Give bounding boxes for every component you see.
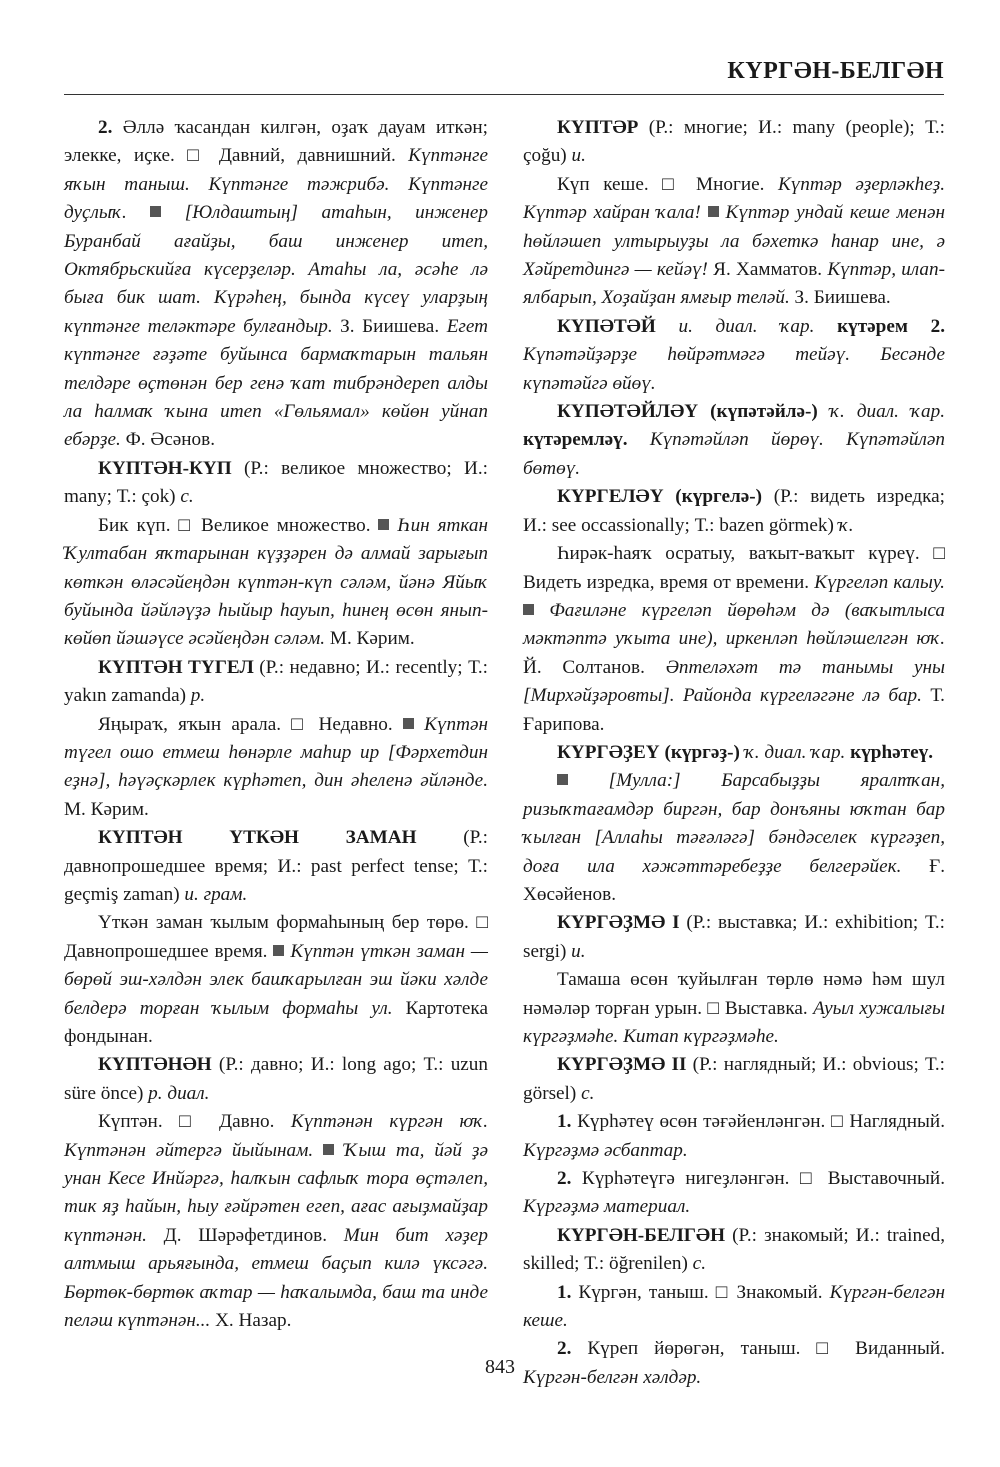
example-text: Һин яткан Ҡултабан яҡтарынан күҙҙәрен дә алмай зарығып көткән өләсәйеңдән күптән-күп сәләм, йәнә Яйыҡ буйында йәйләүҙә һыйыр һауып, һинең өсөн янып-көйөп йәшәүсе әсәйеңдән сәләм. [64,514,488,650]
definition-text: Күрһәтеүгә нигеҙләнгән. □ Выставочный. [571,1168,945,1190]
headword: КҮПТӘНӘН [98,1054,212,1076]
dictionary-paragraph [64,114,488,455]
example-text: Күргән-белгән кеше. [523,1281,945,1332]
definition-text: З. Биишева. [332,315,447,337]
example-text: Күптәр, илап-ялбарып, Хоҙайҙан ямғыр теләй. [523,259,945,309]
headword: (күргәҙ-) [664,741,740,763]
example-text: Күргән-белгән хәлдәр. [523,1366,702,1388]
dictionary-paragraph [64,711,488,825]
example-text: Ҡыш та, йәй ҙә унан Кесе Инйәргә, һалҡын сафлыҡ тора өҫтәлеп, тик яҙ һайын, һыу ғәйрәтен егеп, ағас ағыҙмайҙар күптәнән. [64,1139,488,1246]
headword: 2. [557,1168,572,1190]
example-text: Күптәр әҙерләкһеҙ. Күптәр хайран ҡала! [523,173,945,224]
dictionary-paragraph [64,1108,488,1335]
example-marker-icon [378,519,389,530]
headword: КҮРГӘН-БЕЛГӘН [557,1224,726,1246]
dictionary-paragraph [523,1165,945,1222]
example-marker-icon [403,718,414,729]
definition-text: (Р.: давно; И.: long ago; Т.: uzun süre önce) [64,1054,488,1104]
example-text: и. [571,145,586,167]
example-text: р. диал. [148,1082,210,1104]
definition-text: Д. Шәрәфетдинов. [146,1224,344,1246]
example-text: Күптән үткән заман — бөрөй эш-хәлдән элек башҡарылған эш йәки хәлде белдерә торған ҡылым формаһы ул. [64,940,488,1019]
dictionary-paragraph [523,1108,945,1165]
running-head: КҮРГӘН-БЕЛГӘН [727,58,944,84]
headword: 1. [557,1281,572,1303]
dictionary-paragraph [64,654,488,711]
example-text: Күптәнге яҡын таныш. Күптәнге тәжрибә. Күптәнге дуҫлыҡ. [64,145,488,224]
headword: КҮПТӘН-КҮП [98,457,232,479]
example-text: с. [180,486,194,508]
definition-text [698,401,710,422]
headword: 2. [557,1338,572,1360]
dictionary-paragraph [523,966,945,1051]
headword: күрһәтеү. [850,741,933,763]
headword: КҮПӘТӘЙЛӘҮ [557,401,699,423]
example-marker-icon [557,774,568,785]
definition-text: (Р.: наглядный; И.: obvious; Т.: görsel) [523,1054,945,1104]
headword: күтәремләү. [523,429,628,451]
dictionary-paragraph [523,398,945,483]
definition-text [818,401,830,422]
example-text: р. [190,685,206,707]
definition-text: (Р.: многие; И.: many (people); Т.: çoğu) [523,117,945,167]
headword: КҮРГӘҘМӘ I [557,912,680,934]
definition-text [814,316,837,337]
definition-text: (Р.: великое множество; И.: many; Т.: çok) [64,457,488,508]
dictionary-paragraph [64,824,488,909]
example-marker-icon [323,1144,334,1155]
headword: КҮРГӘҘМӘ II [557,1054,687,1076]
example-text: ҡ. диал. ҡар. [829,401,946,423]
example-marker-icon [273,945,284,956]
example-text: ҡ. [838,514,854,536]
headword: КҮПӘТӘЙ [557,315,656,337]
definition-text: З. Биишева. [789,287,891,309]
left-column [64,114,488,1335]
definition-text: М. Кәрим. [325,628,415,650]
headword: 2. [98,117,113,138]
example-text: Күргеләп калыу. [814,571,945,593]
headword: КҮПТӘР [557,117,639,138]
dictionary-paragraph [64,909,488,1051]
example-text: Егет күптәнге ғәҙәте буйынса бармаҡтарын тальян телдәре өҫтөнән бер генә ҡат тибрәндереп алды ла һалмаҡ ҡына итеп «Гөльямал» көйөн уйнап ебәрҙе. [64,315,489,451]
example-text: Әптеләхәт тә танымы уны [Мирхәйҙәровты]. Районда күргеләгәне лә бар. [523,656,945,707]
example-text: Күптәнән күргән юҡ. Күптәнән әйтергә йыйынам. [64,1111,488,1161]
example-text: Күпәтәйҙәрҙе һөйрәтмәгә тейәү. Бесәнде күпәтәйгә өйөү. [523,344,945,394]
definition-text: Я. Хамматов. [707,259,828,281]
example-marker-icon [523,604,534,615]
dictionary-paragraph [523,739,945,767]
example-text: [Мулла:] Барсабыҙҙы яралтҡан, ризыҡтағамдәр биргән, бар донъяны юҡтан бар ҡылған [Аллаһы тәғәләгә] бәндәселек күргәҙеп, доға ила хәжәттәребеҙҙе белгерәйек. [523,770,945,877]
definition-text: (Р.: знакомый; И.: trained, skilled; Т.: öğrenilen) [523,1224,945,1275]
definition-text: Й. Солтанов. [523,656,666,678]
headword: (күпәтәйлә-) [710,401,818,423]
definition-text: Картотека фондынан. [64,997,488,1047]
definition-text: М. Кәрим. [64,798,149,820]
example-text: с. [692,1253,706,1275]
dictionary-paragraph [523,767,945,909]
example-text: Күптән түгел ошо етмеш һөнәрле маһир ир [Фәрхетдин еҙнә], һәүәҫкәрлек күрһәтеп, дин әһеленә әйләнде. [64,713,488,792]
dictionary-paragraph [523,1222,945,1279]
definition-text [664,486,676,507]
example-text: и. [571,940,586,962]
definition-text: Күрһәтеү өсөн тәғәйенләнгән. □ Наглядный. [571,1111,945,1133]
headword: күтәрем 2. [837,315,945,337]
example-text: [Юлдаштың] атаһын, инженер Буранбай ағайҙы, баш инженер итеп, Октябрьскийға күсерҙеләр. Атаһы ла, әсәһе лә быға бик шат. Күрәһең, бында күсеү уларҙың күптәнге теләктәре булғандыр. [64,202,488,337]
dictionary-paragraph [523,540,945,739]
headword: 1. [557,1111,572,1133]
definition-text: Т. Ғарипова. [523,685,945,735]
dictionary-paragraph [523,114,945,171]
definition-text: Күреп йөрөгән, таныш. □ Виданный. [571,1338,945,1360]
dictionary-paragraph [523,483,945,540]
dictionary-paragraph [523,1051,945,1108]
definition-text: Яңыраҡ, яҡын арала. □ Недавно. [98,713,403,735]
example-text: Күргәҙмә әсбаптар. [523,1139,688,1161]
dictionary-paragraph [523,171,945,313]
dictionary-paragraph [523,313,945,398]
definition-text: Күргән, таныш. □ Знакомый. [571,1281,830,1303]
dictionary-paragraph [523,1279,945,1336]
example-marker-icon [708,206,719,217]
definition-text: Һирәк-һаяҡ осратыу, ваҡыт-ваҡыт күреү. □ Видеть изредка, время от времени. [523,543,945,593]
dictionary-paragraph [64,512,488,654]
dictionary-paragraph [64,455,488,512]
example-text: и. грам. [184,883,248,905]
dictionary-paragraph [64,1051,488,1108]
example-text: Мин бит хәҙер алтмыш арьяғында, етмеш баҫып килә үксәгә. Бөртөк-бөртөк аҡтар — һаҡалымда, баш та инде пеләш күптәнән... [64,1224,489,1332]
definition-text: (Р.: видеть изредка; И.: see occassionally; Т.: bazen görmek) [523,486,945,536]
example-text: Фағиләне күргеләп йөрөһәм дә (ваҡытлыса мәктәптә уҡыта ине), иркенләп һөйләшелгән юҡ. [523,599,945,650]
example-text: Ауыл хужалығы күргәҙмәһе. Китап күргәҙмәһе. [523,997,945,1047]
definition-text: Күп кеше. □ Многие. [557,173,778,195]
definition-text: Ғ. Хөсәйенов. [523,855,945,905]
right-column [523,114,945,1392]
definition-text: Әллә ҡасандан килгән, оҙаҡ дауам иткән; элекке, иҫке. □ Давний, давнишний. [64,117,488,167]
example-marker-icon [150,206,161,217]
example-text: и. диал. ҡар. [678,315,815,337]
definition-text: Ф. Әсәнов. [120,429,215,451]
page-number: 843 [485,1356,515,1378]
definition-text: (Р.: выставка; И.: exhibition; Т.: sergi) [523,912,945,962]
definition-text: Күптән. □ Давно. [98,1111,291,1133]
header-rule [64,94,944,95]
headword: (күргелә-) [675,486,763,508]
example-text: с. [581,1082,595,1104]
dictionary-paragraph [523,909,945,966]
definition-text: Үткән заман ҡылым формаһының бер төрө. □ Давнопрошедшее время. [64,912,488,962]
example-text: Күптәр ундай кеше менән һөйләшеп ултырыуҙы ла бәхеткә һанар ине, ә Хәйретдингә — кейәү! [523,202,945,281]
definition-text [628,429,650,450]
definition-text [656,316,679,337]
definition-text: Бик күп. □ Великое множество. [98,514,379,536]
headword: КҮПТӘН ТҮГЕЛ [98,656,254,678]
example-text: ҡ. диал. ҡар. [744,741,846,763]
definition-text: Тамаша өсөн ҡуйылған төрлө нәмә һәм шул нәмәләр торған урын. □ Выставка. [523,969,945,1019]
headword: КҮПТӘН ҮТКӘН ЗАМАН [98,827,417,849]
headword: КҮРГӘҘЕҮ [557,741,660,763]
example-text: Күргәҙмә материал. [523,1196,691,1218]
definition-text: Х. Назар. [210,1310,292,1332]
example-text: Күпәтәйләп йөрөү. Күпәтәйләп бөтөү. [523,429,946,479]
headword: КҮРГЕЛӘҮ [557,486,664,508]
definition-text: (Р.: давнопрошедшее время; И.: past perfect tense; Т.: geçmiş zaman) [64,827,488,905]
definition-text: (Р.: недавно; И.: recently; Т.: yakın zamanda) [64,656,488,707]
